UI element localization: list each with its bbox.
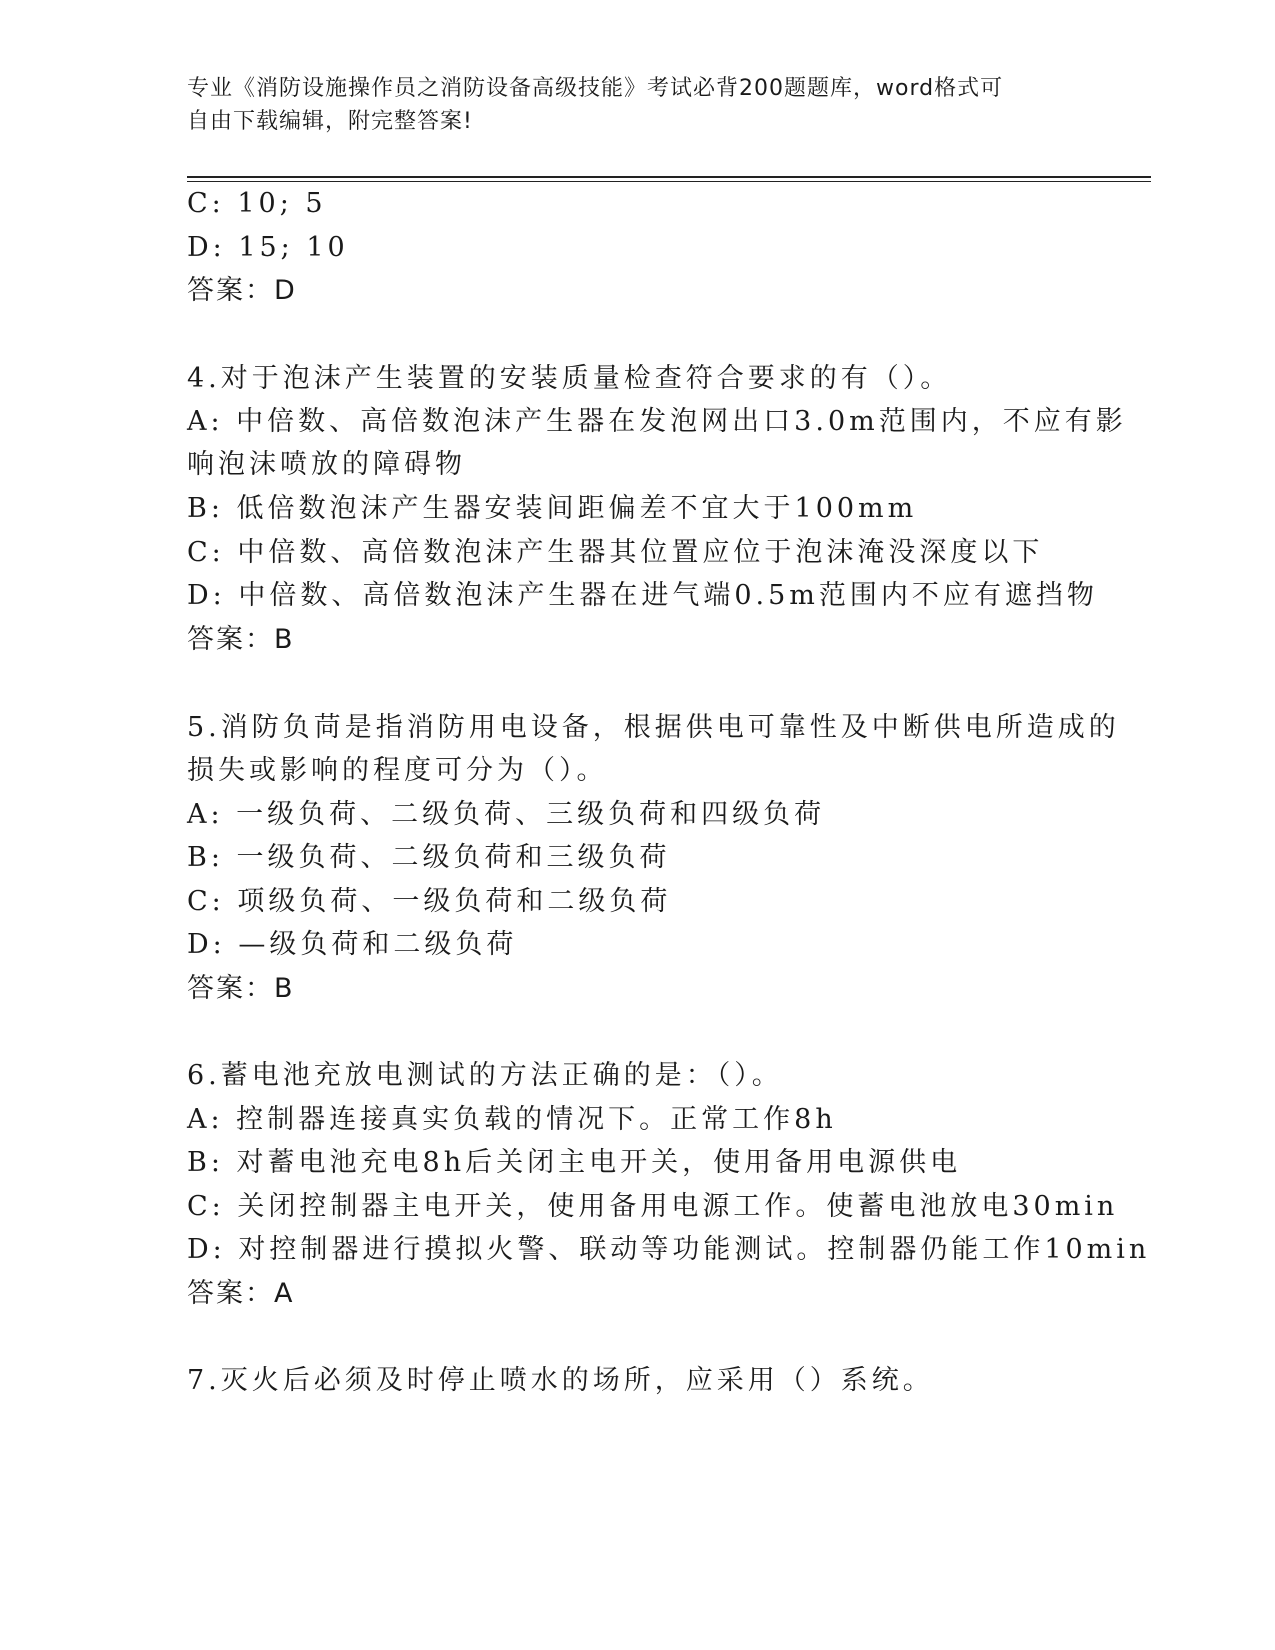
header-title-line-2: 自由下载编辑，附完整答案! bbox=[187, 109, 473, 134]
header-divider-thin bbox=[187, 181, 1151, 182]
q6-option-d: D: 对控制器进行摸拟火警、联动等功能测试。控制器仍能工作10min bbox=[187, 1234, 1151, 1265]
q5-stem-line-2: 损失或影响的程度可分为（）。 bbox=[187, 755, 608, 786]
q4-option-d: D: 中倍数、高倍数泡沫产生器在进气端0.5m范围内不应有遮挡物 bbox=[187, 580, 1098, 611]
q5-option-a: A: 一级负荷、二级负荷、三级负荷和四级负荷 bbox=[187, 799, 826, 830]
q4-option-a-line-2: 响泡沫喷放的障碍物 bbox=[187, 449, 466, 480]
q3-option-d: D: 15; 10 bbox=[187, 232, 349, 263]
q4-option-a-line-1: A: 中倍数、高倍数泡沫产生器在发泡网出口3.0m范围内，不应有影 bbox=[187, 406, 1127, 437]
q5-option-b: B: 一级负荷、二级负荷和三级负荷 bbox=[187, 842, 671, 873]
header-divider-thick bbox=[187, 176, 1151, 178]
q6-option-a: A: 控制器连接真实负载的情况下。正常工作8h bbox=[187, 1104, 837, 1135]
q4-option-b: B: 低倍数泡沫产生器安装间距偏差不宜大于100mm bbox=[187, 493, 918, 524]
q4-stem: 4.对于泡沫产生装置的安装质量检查符合要求的有（）。 bbox=[187, 363, 952, 394]
q3-option-c: C: 10; 5 bbox=[187, 188, 327, 219]
q6-option-c: C: 关闭控制器主电开关，使用备用电源工作。使蓄电池放电30min bbox=[187, 1191, 1119, 1222]
q6-option-b: B: 对蓄电池充电8h后关闭主电开关，使用备用电源供电 bbox=[187, 1147, 962, 1178]
q3-answer: 答案：D bbox=[187, 275, 297, 306]
document-header bbox=[187, 72, 1087, 138]
q6-answer: 答案：A bbox=[187, 1278, 295, 1309]
q5-answer: 答案：B bbox=[187, 973, 295, 1004]
q7-stem: 7.灭火后必须及时停止喷水的场所，应采用（）系统。 bbox=[187, 1365, 934, 1396]
q4-option-c: C: 中倍数、高倍数泡沫产生器其位置应位于泡沫淹没深度以下 bbox=[187, 537, 1044, 568]
q4-answer: 答案：B bbox=[187, 624, 295, 655]
header-title-line-1: 专业《消防设施操作员之消防设备高级技能》考试必背200题题库，word格式可 bbox=[187, 76, 1004, 101]
q5-stem-line-1: 5.消防负苘是指消防用电设备，根据供电可靠性及中断供电所造成的 bbox=[187, 712, 1120, 743]
q6-stem: 6.蓄电池充放电测试的方法正确的是：（）。 bbox=[187, 1060, 783, 1091]
q5-option-d: D: —级负荷和二级负荷 bbox=[187, 929, 518, 960]
q5-option-c: C: 项级负荷、一级负荷和二级负荷 bbox=[187, 886, 672, 917]
